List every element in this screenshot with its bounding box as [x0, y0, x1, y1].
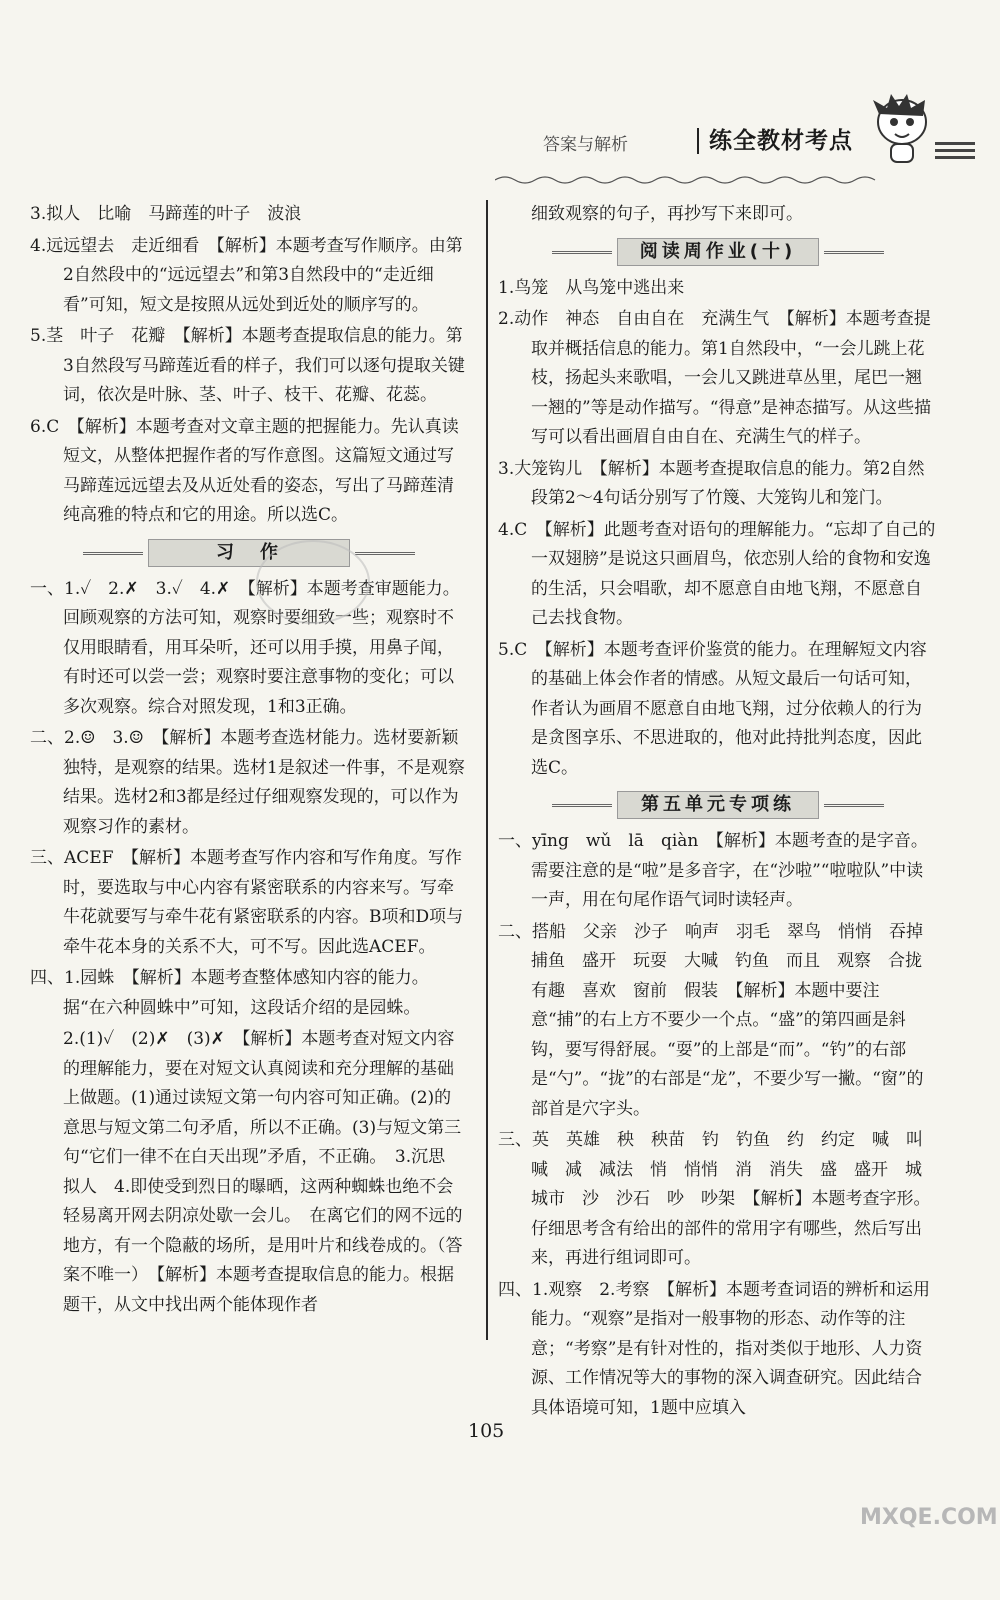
answer-paragraph: 5.C 【解析】本题考查评价鉴赏的能力。在理解短文内容的基础上体会作者的情感。从短文最后一句话可知，作者认为画眉不愿意自由地飞翔，过分依赖人的行为是贪图享乐、不思进取的，他对此持批判态度，因此选C。: [498, 639, 927, 778]
section-heading: 阅读周作业(十): [617, 238, 819, 266]
answer-paragraph: 二、搭船 父亲 沙子 响声 羽毛 翠鸟 悄悄 吞掉 捕鱼 盛开 玩耍 大喊 钓鱼 而且 观察 合拢 有趣 喜欢 窗前 假装 【解析】本题中要注意“捕”的右上方不要少一个点。“盛”的第四画是斜钩，要写得舒展。“耍”的上部是“而”。“钓”的右部是“勺”。“拢”的右部是“龙”，不要少写一撇。“窗”的部首是穴字头。: [498, 921, 940, 1119]
section-heading: 习 作: [148, 539, 350, 567]
answer-paragraph: 3.拟人 比喻 马蹄莲的叶子 波浪: [30, 204, 302, 224]
mascot-icon: [871, 92, 933, 166]
answer-paragraph: 三、ACEF 【解析】本题考查写作内容和写作角度。写作时，要选取与中心内容有紧密联系的内容来写。写牵牛花就要写与牵牛花有紧密联系的内容。B项和D项与牵牛花本身的关系不大，可不写。因此选ACEF。: [30, 848, 464, 957]
answer-paragraph: 2.动作 神态 自由自在 充满生气 【解析】本题考查提取并概括信息的能力。第1自然段中，“一会儿跳上花枝，扬起头来歌唱，一会儿又跳进草丛里，尾巴一翘一翘的”等是动作描写。“得意”是神态描写。从这些描写可以看出画眉自由自在、充满生气的样子。: [498, 309, 932, 447]
answer-paragraph: 5.茎 叶子 花瓣 【解析】本题考查提取信息的能力。第3自然段写马蹄莲近看的样子，我们可以逐句提取关键词，依次是叶脉、茎、叶子、枝干、花瓣、花蕊。: [30, 326, 465, 405]
answer-paragraph: 四、1.观察 2.考察 【解析】本题考查词语的辨析和运用能力。“观察”是指对一般事物的形态、动作等的注意；“考察”是有针对性的，指对类似于地形、人力资源、工作情况等大的事物的深入调查研究。因此结合具体语境可知，1题中应填入: [498, 1279, 930, 1418]
watermark: MXQE.COM: [860, 1505, 998, 1530]
answer-paragraph: 4.远远望去 走近细看 【解析】本题考查写作顺序。由第2自然段中的“远远望去”和第3自然段中的“走近细看”可知，短文是按照从远处到近处的顺序写的。: [30, 235, 463, 315]
answer-paragraph: 4.C 【解析】此题考查对语句的理解能力。“忘却了自己的一双翅膀”是说这只画眉鸟，依恋别人给的食物和安逸的生活，只会唱歌，却不愿意自由地飞翔，不愿意自己去找食物。: [498, 519, 936, 628]
answer-paragraph: 6.C 【解析】本题考查对文章主题的把握能力。先认真读短文，从整体把握作者的写作意图。这篇短文通过写马蹄莲远远望去及从近处看的姿态，写出了马蹄莲清纯高雅的特点和它的用途。所以选C。: [30, 416, 459, 525]
decorative-wave-line: [495, 174, 885, 186]
section-heading: 第五单元专项练: [617, 791, 819, 819]
answer-paragraph: 3.大笼钩儿 【解析】本题考查提取信息的能力。第2自然段第2～4句话分别写了竹篾、大笼钩儿和笼门。: [498, 458, 925, 508]
answer-paragraph: 三、英 英雄 秧 秧苗 钓 钓鱼 约 约定 喊 叫喊 减 减法 悄 悄悄 消 消失 盛 盛开 城 城市 沙 沙石 吵 吵架 【解析】本题考查字形。仔细思考含有给出的部件的常用字有哪些，然后写出来，再进行组词即可。: [498, 1130, 939, 1268]
homework-stamp: [256, 540, 370, 624]
header-divider: [697, 128, 699, 154]
answer-paragraph: 二、2.☺ 3.☺ 【解析】本题考查选材能力。选材要新颖独特，是观察的结果。选材1是叙述一件事，不是观察结果。选材2和3都是经过仔细观察发现的，可以作为观察习作的素材。: [30, 728, 465, 837]
answer-paragraph: 一、1.✓ 2.✗ 3.✓ 4.✗ 【解析】本题考查审题能力。回顾观察的方法可知，观察时要细致一些；观察时不仅用眼睛看，用耳朵听，还可以用手摸，用鼻子闻，有时还可以尝一尝；观察时要注意事物的变化；可以多次观察。综合对照发现，1和3正确。: [30, 578, 460, 717]
header-subtitle: 答案与解析: [543, 135, 628, 155]
answer-paragraph: 1.鸟笼 从鸟笼中逃出来: [498, 277, 685, 298]
page-number: 105: [468, 1420, 505, 1442]
answer-paragraph: 一、yīng wǔ lā qiàn 【解析】本题考查的是字音。需要注意的是“啦”是多音字，在“沙啦”“啦啦队”中读一声，用在句尾作语气词时读轻声。: [498, 831, 928, 910]
answer-paragraph: 四、1.园蛛 【解析】本题考查整体感知内容的能力。据“在六种圆蛛中”可知，这段话介绍的是园蛛。: [30, 968, 429, 1018]
answer-paragraph: 细致观察的句子，再抄写下来即可。: [531, 204, 803, 224]
decorative-stripes: [935, 142, 975, 172]
right-column: [498, 200, 938, 1425]
header-brand: 练全教材考点: [709, 128, 853, 154]
answer-paragraph: 2.(1)✓ (2)✗ (3)✗ 【解析】本题考查对短文内容的理解能力，要在对短文认真阅读和充分理解的基础上做题。(1)通过读短文第一句内容可知正确。(2)的意思与短文第二句矛盾，所以不正确。(3)与短文第三句“它们一律不在白天出现”矛盾，不正确。 3.沉思 拟人 4.即使受到烈日的曝晒，这两种蜘蛛也绝不会轻易离开网去阴凉处歇一会儿。 在离它们的网不远的地方，有一个隐蔽的场所，是用叶片和线卷成的。（答案不唯一） 【解析】本题考查提取信息的能力。根据题干，从文中找出两个能体现作者: [63, 1029, 463, 1315]
page-header: [495, 112, 975, 192]
column-divider: [486, 200, 488, 1340]
left-column: [30, 200, 468, 1322]
